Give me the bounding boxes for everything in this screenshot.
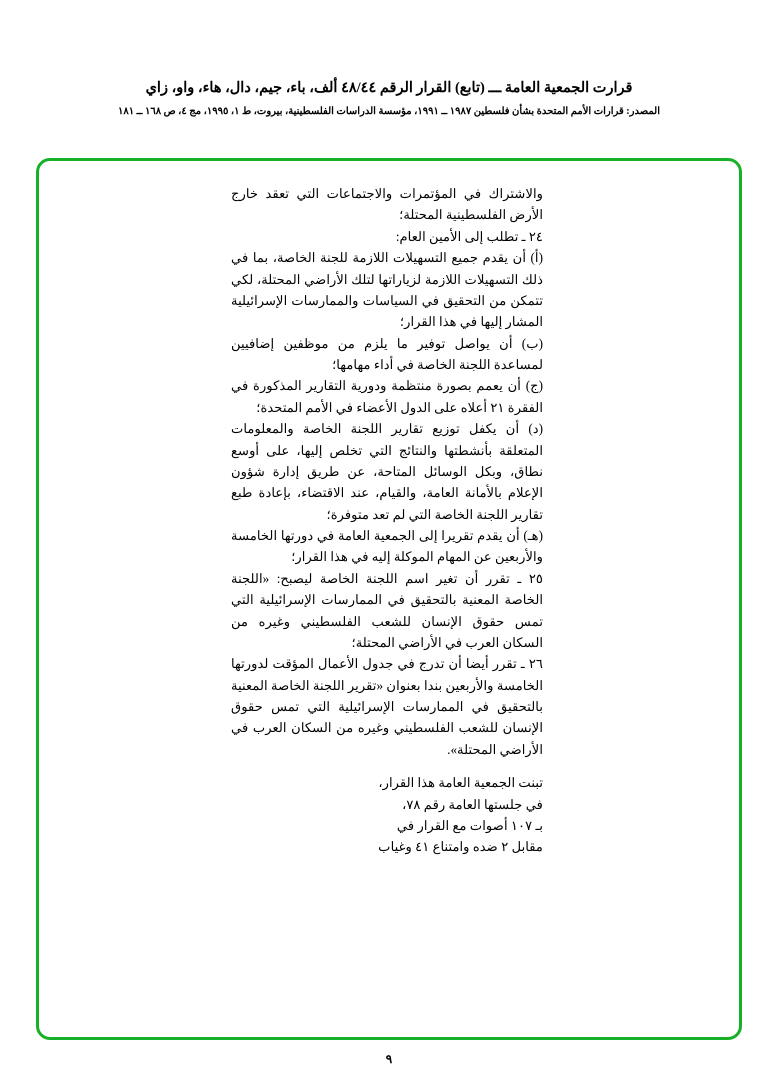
paragraph: (ج) أن يعمم بصورة منتظمة ودورية التقارير المذكورة في الفقرة ٢١ أعلاه على الدول الأعضاء في الأمم المتحدة؛ (231, 378, 543, 415)
document-body (231, 183, 543, 858)
paragraph: (د) أن يكفل توزيع تقارير اللجنة الخاصة والمعلومات المتعلقة بأنشطتها والنتائج التي تخلص إليها، على أوسع نطاق، وبكل الوسائل المتاحة، عن طريق إدارة شؤون الإعلام بالأمانة العامة، والقيام، عند الاقتضاء، بإعادة طبع تقارير اللجنة الخاصة التي لم تعد متوفرة؛ (231, 421, 543, 522)
paragraph: ٢٥ ـ تقرر أن تغير اسم اللجنة الخاصة ليصبح: «اللجنة الخاصة المعنية بالتحقيق في الممارسات الإسرائيلية التي تمس حقوق الإنسان للشعب الفلسطيني وغيره من السكان العرب في الأراضي المحتلة؛ (231, 570, 543, 650)
paragraph: ٢٦ ـ تقرر أيضا أن تدرج في جدول الأعمال المؤقت لدورتها الخامسة والأربعين بندا بعنوان «تقرير اللجنة الخاصة المعنية بالتحقيق في الممارسات الإسرائيلية التي تمس حقوق الإنسان للشعب الفلسطيني وغيره من السكان العرب في الأراضي المحتلة». (231, 656, 543, 757)
paragraph: (هـ) أن يقدم تقريرا إلى الجمعية العامة في دورتها الخامسة والأربعين عن المهام الموكلة إليه في هذا القرار؛ (231, 528, 543, 565)
header-source: المصدر: قرارات الأمم المتحدة بشأن فلسطين ١٩٨٧ ــ ١٩٩١، مؤسسة الدراسات الفلسطينية، بيروت، ط ١، ١٩٩٥، مج ٤، ص ١٦٨ ــ ١٨١ (117, 106, 660, 118)
paragraph: ٢٤ ـ تطلب إلى الأمين العام: (395, 228, 543, 244)
paragraph: والاشتراك في المؤتمرات والاجتماعات التي تعقد خارج الأرض الفلسطينية المحتلة؛ (231, 186, 543, 223)
paragraph: (ب) أن يواصل توفير ما يلزم من موظفين إضافيين لمساعدة اللجنة الخاصة في أداء مهامها؛ (231, 335, 543, 372)
closing-line: مقابل ٢ ضده وامتناع ٤١ وغياب (378, 839, 543, 855)
page-number: ٩ (385, 1052, 393, 1066)
closing-line: بـ ١٠٧ أصوات مع القرار في (396, 817, 543, 833)
paragraph: (أ) أن يقدم جميع التسهيلات اللازمة للجنة الخاصة، بما في ذلك التسهيلات اللازمة لزياراتها لتلك الأراضي المحتلة، لكي تتمكن من التحقيق في السياسات والممارسات الإسرائيلية المشار إليها في هذا القرار؛ (231, 250, 543, 330)
content-frame (36, 158, 742, 1040)
closing-line: في جلستها العامة رقم ٧٨، (402, 796, 543, 812)
header-title: قرارت الجمعية العامة ـــ (تابع) القرار الرقم ٤٨/٤٤ ألف، باء، جيم، دال، هاء، واو، زاي (145, 80, 633, 96)
closing-line: تبنت الجمعية العامة هذا القرار، (378, 775, 543, 791)
page-header (0, 0, 778, 119)
closing-block (231, 772, 543, 858)
